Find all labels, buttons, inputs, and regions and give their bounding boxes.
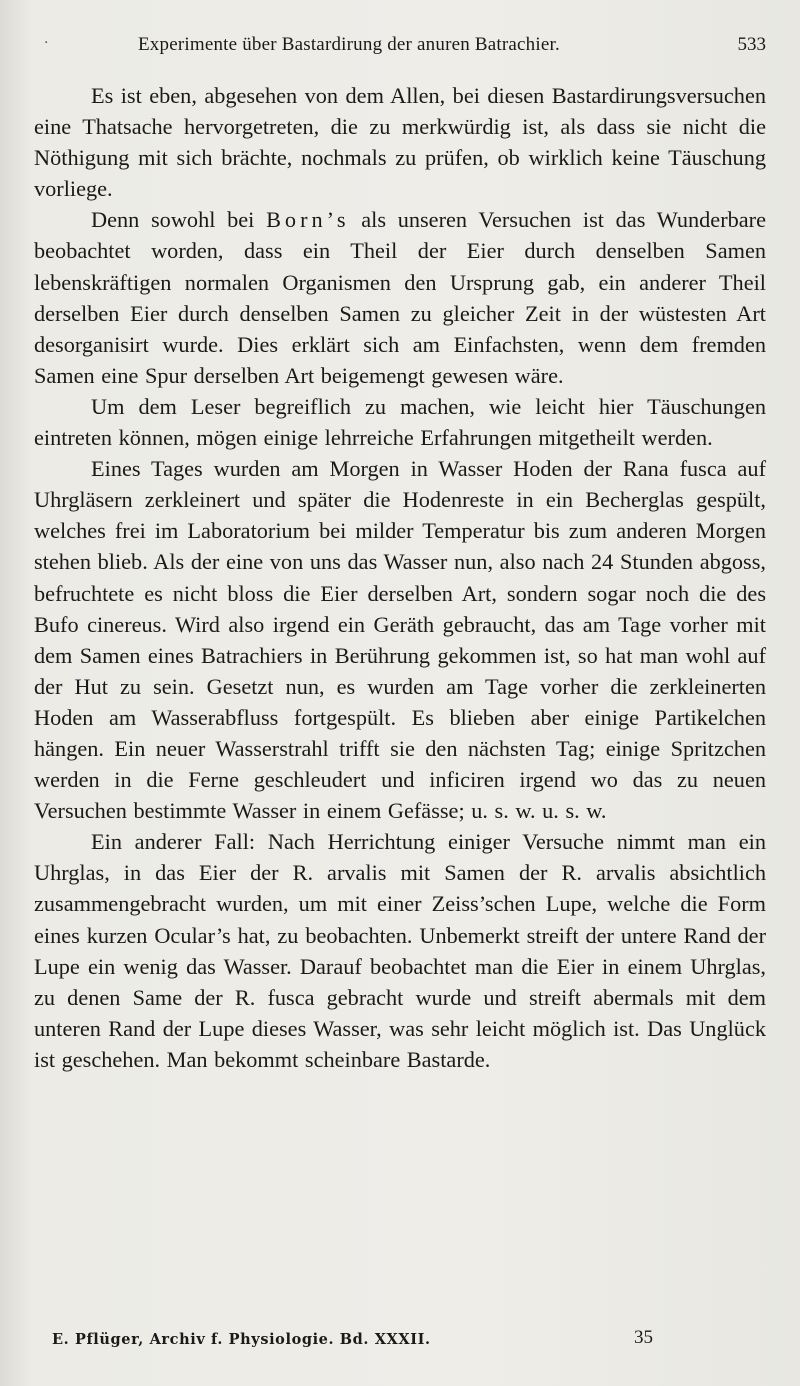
signature-mark: 35 [634, 1327, 653, 1348]
journal-citation: E. Pflüger, Archiv f. Physiologie. Bd. XXXII. [52, 1331, 431, 1348]
running-head [0, 32, 800, 62]
page-number: 533 [737, 34, 766, 55]
paragraph-5: Ein anderer Fall: Nach Herrichtung einiger Versuche nimmt man ein Uhrglas, in das Eier der R. arvalis mit Samen der R. arvalis absichtlich zusammengebracht wurden, um mit einer Zeiss’schen Lupe, welche die Form eines kurzen Ocular’s hat, zu beobachten. Unbemerkt streift der untere Rand der Lupe ein wenig das Wasser. Darauf beobachtet man die Eier in einem Uhrglas, zu denen Same der R. fusca gebracht wurde und streift abermals mit dem unteren Rand der Lupe dieses Wasser, was sehr leicht möglich ist. Das Unglück ist geschehen. Man bekommt scheinbare Bastarde. [34, 829, 766, 1072]
paragraph-4: Eines Tages wurden am Morgen in Wasser Hoden der Rana fusca auf Uhrgläsern zerkleinert und später die Hodenreste in ein Becherglas gespült, welches frei im Laboratorium bei milder Temperatur bis zum anderen Morgen stehen blieb. Als der eine von uns das Wasser nun, also nach 24 Stunden abgoss, befruchtete es nicht bloss die Eier derselben Art, sondern sogar noch die des Bufo cinereus. Wird also irgend ein Geräth gebraucht, das am Tage vorher mit dem Samen eines Batrachiers in Berührung gekommen ist, so hat man wohl auf der Hut zu sein. Gesetzt nun, es wurden am Tage vorher die zerkleinerten Hoden am Wasserabfluss fortgespült. Es blieben aber einige Partikelchen hängen. Ein neuer Wasserstrahl trifft sie den nächsten Tag; einige Spritzchen werden in die Ferne geschleudert und inficiren irgend wo das zu neuen Versuchen bestimmte Wasser in einem Gefässe; u. s. w. u. s. w. [34, 456, 766, 824]
paragraph-2-lead: Denn sowohl bei [91, 207, 267, 233]
author-name-born: Born’s [266, 207, 350, 233]
paragraph-3: Um dem Leser begreiflich zu machen, wie leicht hier Täuschungen eintreten können, mögen einige lehrreiche Erfahrungen mitgetheilt werden. [34, 393, 766, 451]
body-text [34, 80, 766, 1075]
footer [0, 1327, 800, 1357]
paragraph-1: Es ist eben, abgesehen von dem Allen, bei diesen Bastardirungsversuchen eine Thatsache hervorgetreten, die zu merkwürdig ist, als dass sie nicht die Nöthigung mit sich brächte, nochmals zu prüfen, ob wirklich keine Täuschung vorliege. [34, 83, 766, 202]
margin-dot: · [44, 35, 49, 51]
paragraph-2-rest: als unseren Versuchen ist das Wunderbare beobachtet worden, dass ein Theil der Eier durch denselben Samen lebenskräftigen normalen Organismen den Ursprung gab, ein anderer Theil derselben Eier durch denselben Samen zu gleicher Zeit in der wüstesten Art desorganisirt wurde. Dies erklärt sich am Einfachsten, wenn dem fremden Samen eine Spur derselben Art beigemengt gewesen wäre. [34, 207, 766, 388]
paragraph-2 [34, 204, 766, 391]
running-head-title: Experimente über Bastardirung der anuren Batrachier. [138, 34, 560, 55]
